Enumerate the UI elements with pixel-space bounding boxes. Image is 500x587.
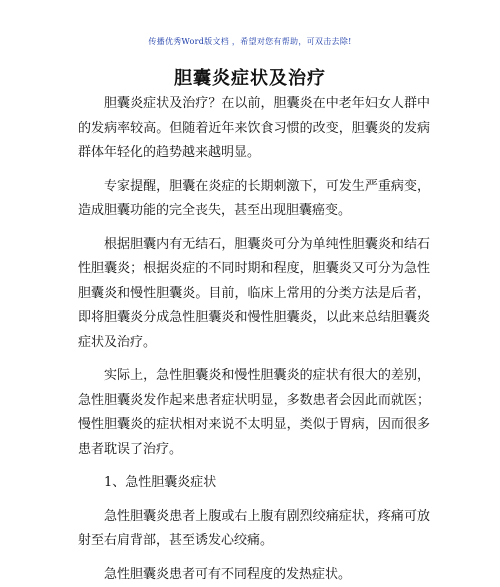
paragraph-acute-fever: 急性胆囊炎患者可有不同程度的发热症状。 (78, 563, 430, 587)
document-body (78, 92, 430, 587)
paragraph-classification: 根据胆囊内有无结石，胆囊炎可分为单纯性胆囊炎和结石性胆囊炎；根据炎症的不同时期和程度，胆囊炎又可分为急性胆囊炎和慢性胆囊炎。目前，临床上常用的分类方法是后者，即将胆囊炎分成急性胆囊炎和慢性胆囊炎，以此来总结胆囊炎症状及治疗。 (78, 233, 430, 356)
paragraph-expert-warning: 专家提醒，胆囊在炎症的长期刺激下，可发生严重病变，造成胆囊功能的完全丧失，甚至出现胆囊癌变。 (78, 175, 430, 224)
paragraph-acute-pain: 急性胆囊炎患者上腹或右上腹有剧烈绞痛症状，疼痛可放射至右肩背部，甚至诱发心绞痛。 (78, 505, 430, 554)
paragraph-intro: 胆囊炎症状及治疗？在以前，胆囊炎在中老年妇女人群中的发病率较高。但随着近年来饮食习惯的改变，胆囊炎的发病群体年轻化的趋势越来越明显。 (78, 92, 430, 166)
document-title: 胆囊炎症状及治疗 (0, 64, 500, 90)
paragraph-symptom-difference: 实际上，急性胆囊炎和慢性胆囊炎的症状有很大的差别，急性胆囊炎发作起来患者症状明显，多数患者会因此而就医；慢性胆囊炎的症状相对来说不太明显，类似于胃病，因而很多患者耽误了治疗。 (78, 364, 430, 462)
section-heading-acute: 1、急性胆囊炎症状 (78, 471, 430, 496)
header-note: 传播优秀Word版文档 ，希望对您有帮助，可双击去除! (0, 36, 500, 47)
